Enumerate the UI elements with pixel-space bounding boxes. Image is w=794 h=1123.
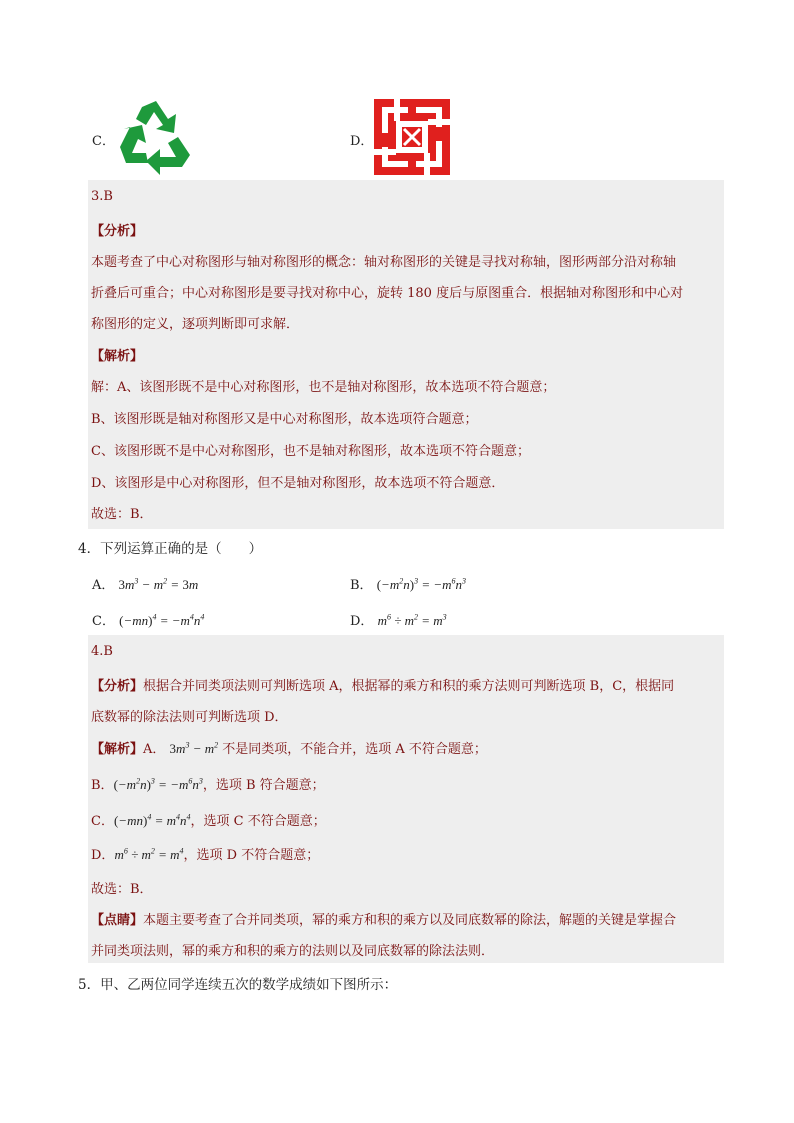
q4-answer: 4.B xyxy=(91,644,113,659)
q4-option-b xyxy=(350,574,466,593)
q4-explain-d-suffix: ，选项 D 不符合题意； xyxy=(183,848,320,863)
q4-explain-d xyxy=(91,844,319,863)
q5-question: 5．甲、乙两位同学连续五次的数学成绩如下图所示： xyxy=(78,977,398,993)
q4-explain-a-expression: $3m^3 - m^2$ xyxy=(169,740,219,756)
q4-explain-c xyxy=(91,810,326,829)
q4-explain-b-suffix: ，选项 B 符合题意； xyxy=(202,778,325,793)
q4-explain-c-expression: $(-mn)^4 = m^4n^4$ xyxy=(113,812,191,828)
q4-option-c-expression: $(-mn)^4 = -m^4n^4$ xyxy=(119,612,205,628)
q3-answer: 3.B xyxy=(91,189,113,204)
q4-solution-box xyxy=(88,635,724,963)
q4-explain-d-prefix: D． xyxy=(91,848,115,863)
q4-explain-c-prefix: C． xyxy=(91,814,114,829)
q4-option-a xyxy=(92,574,198,593)
q3-explain-title: 【解析】 xyxy=(91,349,144,364)
q4-option-a-label: A． xyxy=(92,578,115,593)
q3-analysis-line: 折叠后可重合；中心对称图形是要寻找对称中心，旋转 180 度后与原图重合．根据轴对称图形和中心对 xyxy=(91,286,684,301)
q4-explain-d-expression: $m^6 \div m^2 = m^4$ xyxy=(114,846,184,862)
q4-option-d-label: D． xyxy=(350,614,374,629)
q3-analysis-line: 本题考查了中心对称图形与轴对称图形的概念：轴对称图形的关键是寻找对称轴，图形两部分沿对称轴 xyxy=(91,255,677,270)
q4-analysis xyxy=(91,675,674,694)
q3-explain-line: C、该图形既不是中心对称图形，也不是轴对称图形，故本选项不符合题意； xyxy=(91,444,530,459)
q4-explain-title: 【解析】 xyxy=(91,742,144,757)
interlocking-square-logo-icon xyxy=(374,99,450,175)
q4-analysis-text: 根据合并同类项法则可判断选项 A，根据幂的乘方和积的乘方法则可判断选项 B，C，根据同 xyxy=(143,679,675,694)
q4-option-c-label: C． xyxy=(92,614,115,629)
q4-explain-b-expression: $(-m^2n)^3 = -m^6n^3$ xyxy=(113,776,203,792)
q4-option-d-expression: $m^6 \div m^2 = m^3$ xyxy=(377,612,447,628)
q4-explain-a-suffix: 不是同类项，不能合并，选项 A 不符合题意； xyxy=(222,742,487,757)
q4-option-b-label: B． xyxy=(350,578,373,593)
q4-option-a-expression: $3m^3 - m^2 = 3m$ xyxy=(118,576,199,592)
recycle-icon xyxy=(116,97,194,175)
q4-option-c xyxy=(92,610,204,629)
q4-explain-b xyxy=(91,774,325,793)
q4-option-b-expression: $(-m^2n)^3 = -m^6n^3$ xyxy=(376,576,466,592)
option-c-label: C． xyxy=(92,134,115,149)
q3-explain-line: D、该图形是中心对称图形，但不是轴对称图形，故本选项不符合题意． xyxy=(91,476,505,491)
q4-comment-line2: 并同类项法则，幂的乘方和积的乘方的法则以及同底数幂的除法法则． xyxy=(91,944,495,959)
q4-explain-a xyxy=(91,738,487,757)
q4-comment xyxy=(91,909,676,928)
q3-conclusion: 故选：B． xyxy=(91,507,153,522)
q4-comment-text: 本题主要考查了合并同类项，幂的乘方和积的乘方以及同底数幂的除法，解题的关键是掌握合 xyxy=(143,913,677,928)
q4-explain-b-prefix: B． xyxy=(91,778,114,793)
q3-explain-line: B、该图形既是轴对称图形又是中心对称图形，故本选项符合题意； xyxy=(91,412,478,427)
q4-analysis-line2: 底数幂的除法法则可判断选项 D． xyxy=(91,710,288,725)
q4-comment-title: 【点睛】 xyxy=(91,913,144,928)
q4-option-d xyxy=(350,610,447,629)
q4-explain-a-prefix: A． xyxy=(143,742,166,757)
q3-analysis-title: 【分析】 xyxy=(91,224,144,239)
q3-solution-box xyxy=(88,180,724,529)
q3-analysis-line: 称图形的定义，逐项判断即可求解． xyxy=(91,317,300,332)
q4-question: 4．下列运算正确的是（ ） xyxy=(78,541,263,557)
q3-explain-line: 解：A、该图形既不是中心对称图形，也不是轴对称图形，故本选项不符合题意； xyxy=(91,380,556,395)
q4-analysis-title: 【分析】 xyxy=(91,679,144,694)
option-d-label: D． xyxy=(350,134,374,149)
q4-explain-c-suffix: ，选项 C 不符合题意； xyxy=(190,814,326,829)
q4-conclusion: 故选：B． xyxy=(91,882,153,897)
